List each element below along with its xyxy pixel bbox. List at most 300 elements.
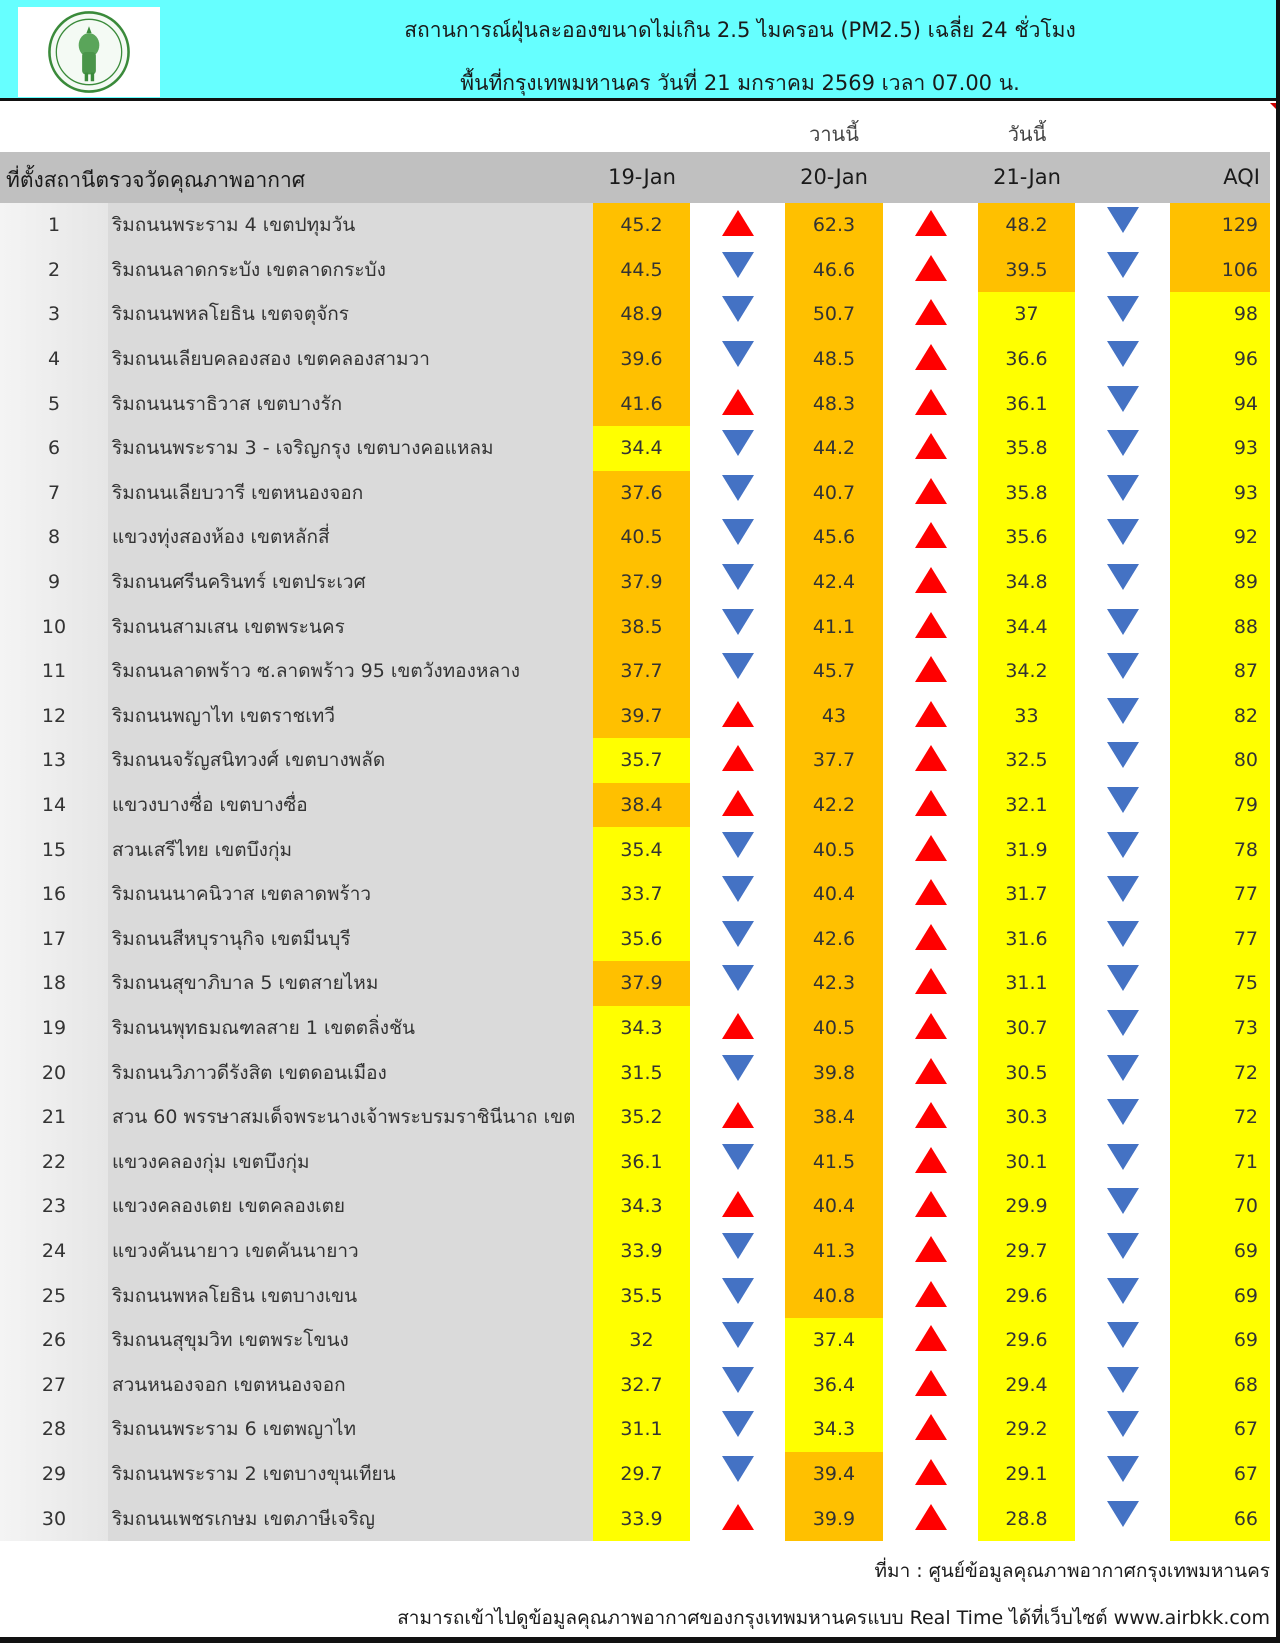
pm25-day1: 37.9 xyxy=(593,560,690,605)
trend-down-icon xyxy=(1107,430,1139,456)
trend-down-icon xyxy=(722,1055,754,1081)
trend-up-icon xyxy=(915,389,947,415)
pm25-day1: 37.7 xyxy=(593,649,690,694)
pm25-day3: 31.1 xyxy=(978,961,1075,1006)
pm25-day2: 40.5 xyxy=(785,827,883,872)
trend-day2 xyxy=(883,1050,978,1095)
trend-up-icon xyxy=(915,790,947,816)
trend-down-icon xyxy=(722,921,754,947)
table-row xyxy=(0,1184,1270,1229)
pm25-day1: 32 xyxy=(593,1318,690,1363)
pm25-day1: 37.6 xyxy=(593,471,690,516)
row-number: 1 xyxy=(0,203,108,248)
pm25-day2: 41.5 xyxy=(785,1139,883,1184)
trend-day3 xyxy=(1075,560,1170,605)
trend-down-icon xyxy=(1107,742,1139,768)
pm25-day2: 48.5 xyxy=(785,337,883,382)
station-name: ริมถนนสามเสน เขตพระนคร xyxy=(108,604,593,649)
trend-up-icon xyxy=(722,701,754,727)
trend-day3 xyxy=(1075,1362,1170,1407)
station-name: แขวงคลองกุ่ม เขตบึงกุ่ม xyxy=(108,1139,593,1184)
trend-down-icon xyxy=(1107,1010,1139,1036)
trend-day1 xyxy=(690,203,785,248)
trend-up-icon xyxy=(915,745,947,771)
trend-day1 xyxy=(690,1273,785,1318)
pm25-day3: 30.1 xyxy=(978,1139,1075,1184)
pm25-day2: 34.3 xyxy=(785,1407,883,1452)
label-yesterday: วานนี้ xyxy=(809,122,859,146)
source-note: ที่มา : ศูนย์ข้อมูลคุณภาพอากาศกรุงเทพมหานคร xyxy=(874,1560,1270,1582)
trend-down-icon xyxy=(722,965,754,991)
aqi-value: 94 xyxy=(1170,381,1270,426)
table-row xyxy=(0,694,1270,739)
label-today: วันนี้ xyxy=(1007,122,1047,146)
trend-up-icon xyxy=(915,1370,947,1396)
trend-day2 xyxy=(883,1318,978,1363)
station-name: สวนเสรีไทย เขตบึงกุ่ม xyxy=(108,827,593,872)
trend-day3 xyxy=(1075,1139,1170,1184)
trend-day1 xyxy=(690,961,785,1006)
trend-down-icon xyxy=(722,475,754,501)
trend-down-icon xyxy=(722,653,754,679)
trend-day3 xyxy=(1075,1273,1170,1318)
pm25-day3: 31.6 xyxy=(978,917,1075,962)
pm25-day3: 29.4 xyxy=(978,1362,1075,1407)
trend-down-icon xyxy=(1107,1501,1139,1527)
pm25-day3: 34.8 xyxy=(978,560,1075,605)
station-name: ริมถนนเพชรเกษม เขตภาษีเจริญ xyxy=(108,1496,593,1541)
trend-day3 xyxy=(1075,1318,1170,1363)
trend-up-icon xyxy=(915,433,947,459)
trend-up-icon xyxy=(915,879,947,905)
trend-up-icon xyxy=(915,1102,947,1128)
pm25-day3: 32.5 xyxy=(978,738,1075,783)
pm25-day3: 29.7 xyxy=(978,1229,1075,1274)
trend-day3 xyxy=(1075,1006,1170,1051)
pm25-day2: 42.3 xyxy=(785,961,883,1006)
pm25-day3: 35.8 xyxy=(978,426,1075,471)
table-row xyxy=(0,1318,1270,1363)
pm25-day2: 40.4 xyxy=(785,1184,883,1229)
pm25-day2: 42.2 xyxy=(785,783,883,828)
trend-day1 xyxy=(690,337,785,382)
trend-down-icon xyxy=(722,519,754,545)
row-number: 10 xyxy=(0,604,108,649)
trend-day1 xyxy=(690,248,785,293)
pm25-day3: 29.1 xyxy=(978,1452,1075,1497)
pm25-day3: 36.6 xyxy=(978,337,1075,382)
trend-down-icon xyxy=(722,341,754,367)
row-number: 23 xyxy=(0,1184,108,1229)
trend-day3 xyxy=(1075,1452,1170,1497)
row-number: 22 xyxy=(0,1139,108,1184)
station-name: ริมถนนวิภาวดีรังสิต เขตดอนเมือง xyxy=(108,1050,593,1095)
trend-day2 xyxy=(883,1006,978,1051)
aqi-value: 82 xyxy=(1170,694,1270,739)
pm25-day1: 31.1 xyxy=(593,1407,690,1452)
pm25-day1: 40.5 xyxy=(593,515,690,560)
trend-down-icon xyxy=(722,1411,754,1437)
aqi-value: 73 xyxy=(1170,1006,1270,1051)
row-number: 13 xyxy=(0,738,108,783)
trend-up-icon xyxy=(915,1281,947,1307)
aqi-value: 67 xyxy=(1170,1407,1270,1452)
trend-down-icon xyxy=(1107,207,1139,233)
pm25-day3: 33 xyxy=(978,694,1075,739)
pm25-day3: 39.5 xyxy=(978,248,1075,293)
pm25-day3: 32.1 xyxy=(978,783,1075,828)
pm25-day2: 40.8 xyxy=(785,1273,883,1318)
trend-down-icon xyxy=(1107,341,1139,367)
aqi-value: 89 xyxy=(1170,560,1270,605)
pm25-day1: 35.7 xyxy=(593,738,690,783)
row-number: 26 xyxy=(0,1318,108,1363)
website-note: สามารถเข้าไปดูข้อมูลคุณภาพอากาศของกรุงเทพมหานครแบบ Real Time ได้ที่เว็บไซต์ www.airbkk.com xyxy=(397,1607,1270,1629)
trend-down-icon xyxy=(722,876,754,902)
pm25-day3: 31.9 xyxy=(978,827,1075,872)
trend-down-icon xyxy=(722,1456,754,1482)
row-number: 29 xyxy=(0,1452,108,1497)
trend-day3 xyxy=(1075,961,1170,1006)
pm25-day1: 34.3 xyxy=(593,1184,690,1229)
trend-day3 xyxy=(1075,917,1170,962)
aqi-value: 80 xyxy=(1170,738,1270,783)
header-aqi: AQI xyxy=(1223,165,1260,189)
table-row xyxy=(0,917,1270,962)
aqi-value: 66 xyxy=(1170,1496,1270,1541)
pm25-day2: 41.3 xyxy=(785,1229,883,1274)
trend-day1 xyxy=(690,738,785,783)
station-name: ริมถนนนาคนิวาส เขตลาดพร้าว xyxy=(108,872,593,917)
trend-up-icon xyxy=(915,567,947,593)
trend-down-icon xyxy=(1107,787,1139,813)
trend-up-icon xyxy=(915,1414,947,1440)
trend-day3 xyxy=(1075,1184,1170,1229)
trend-day2 xyxy=(883,426,978,471)
pm25-day3: 36.1 xyxy=(978,381,1075,426)
bma-logo xyxy=(18,7,160,97)
trend-up-icon xyxy=(722,1191,754,1217)
trend-day1 xyxy=(690,471,785,516)
trend-down-icon xyxy=(1107,698,1139,724)
row-number: 5 xyxy=(0,381,108,426)
pm25-day3: 29.6 xyxy=(978,1273,1075,1318)
trend-down-icon xyxy=(1107,1456,1139,1482)
trend-day2 xyxy=(883,1452,978,1497)
pm25-day1: 35.5 xyxy=(593,1273,690,1318)
header-station: ที่ตั้งสถานีตรวจวัดคุณภาพอากาศ xyxy=(6,168,306,192)
trend-day1 xyxy=(690,560,785,605)
trend-up-icon xyxy=(722,790,754,816)
station-name: ริมถนนเลียบคลองสอง เขตคลองสามวา xyxy=(108,337,593,382)
station-name: ริมถนนลาดกระบัง เขตลาดกระบัง xyxy=(108,248,593,293)
pm25-day1: 37.9 xyxy=(593,961,690,1006)
pm25-day2: 45.7 xyxy=(785,649,883,694)
aqi-value: 69 xyxy=(1170,1229,1270,1274)
trend-day2 xyxy=(883,604,978,649)
bma-seal-icon xyxy=(46,9,132,95)
report-subtitle-date: พื้นที่กรุงเทพมหานคร วันที่ 21 มกราคม 2569 เวลา 07.00 น. xyxy=(460,71,1020,95)
station-name: ริมถนนนราธิวาส เขตบางรัก xyxy=(108,381,593,426)
aqi-value: 96 xyxy=(1170,337,1270,382)
pm25-day1: 45.2 xyxy=(593,203,690,248)
table-row xyxy=(0,1229,1270,1274)
trend-up-icon xyxy=(915,1147,947,1173)
trend-down-icon xyxy=(1107,1055,1139,1081)
trend-day2 xyxy=(883,1139,978,1184)
pm25-day1: 39.7 xyxy=(593,694,690,739)
row-number: 11 xyxy=(0,649,108,694)
trend-day2 xyxy=(883,471,978,516)
table-row xyxy=(0,515,1270,560)
station-name: ริมถนนพญาไท เขตราชเทวี xyxy=(108,694,593,739)
pm25-day2: 45.6 xyxy=(785,515,883,560)
pm25-day1: 33.7 xyxy=(593,872,690,917)
trend-up-icon xyxy=(915,1191,947,1217)
pm25-day3: 29.9 xyxy=(978,1184,1075,1229)
row-number: 18 xyxy=(0,961,108,1006)
pm25-day1: 33.9 xyxy=(593,1229,690,1274)
table-row xyxy=(0,381,1270,426)
trend-day3 xyxy=(1075,604,1170,649)
trend-day1 xyxy=(690,917,785,962)
pm25-day3: 35.6 xyxy=(978,515,1075,560)
trend-day1 xyxy=(690,1095,785,1140)
pm25-day3: 48.2 xyxy=(978,203,1075,248)
station-name: ริมถนนศรีนครินทร์ เขตประเวศ xyxy=(108,560,593,605)
aqi-value: 72 xyxy=(1170,1095,1270,1140)
station-name: แขวงบางซื่อ เขตบางซื่อ xyxy=(108,783,593,828)
table-row xyxy=(0,426,1270,471)
trend-day2 xyxy=(883,1184,978,1229)
pm25-day1: 41.6 xyxy=(593,381,690,426)
station-name: ริมถนนพระราม 6 เขตพญาไท xyxy=(108,1407,593,1452)
trend-up-icon xyxy=(915,701,947,727)
pm25-day1: 35.4 xyxy=(593,827,690,872)
table-row xyxy=(0,961,1270,1006)
table-row xyxy=(0,1050,1270,1095)
aqi-value: 93 xyxy=(1170,426,1270,471)
pm25-day1: 33.9 xyxy=(593,1496,690,1541)
report-header xyxy=(0,0,1280,101)
pm25-day2: 39.8 xyxy=(785,1050,883,1095)
row-number: 9 xyxy=(0,560,108,605)
aqi-value: 92 xyxy=(1170,515,1270,560)
trend-down-icon xyxy=(1107,1188,1139,1214)
trend-down-icon xyxy=(1107,296,1139,322)
table-row xyxy=(0,872,1270,917)
trend-day1 xyxy=(690,1006,785,1051)
trend-up-icon xyxy=(915,835,947,861)
aqi-value: 70 xyxy=(1170,1184,1270,1229)
trend-day2 xyxy=(883,337,978,382)
pm25-day1: 39.6 xyxy=(593,337,690,382)
trend-day3 xyxy=(1075,471,1170,516)
row-number: 3 xyxy=(0,292,108,337)
pm25-day2: 37.4 xyxy=(785,1318,883,1363)
trend-day3 xyxy=(1075,381,1170,426)
trend-up-icon xyxy=(722,1504,754,1530)
trend-down-icon xyxy=(722,252,754,278)
trend-day1 xyxy=(690,1362,785,1407)
trend-day3 xyxy=(1075,292,1170,337)
row-number: 14 xyxy=(0,783,108,828)
row-number: 19 xyxy=(0,1006,108,1051)
trend-up-icon xyxy=(722,210,754,236)
table-row xyxy=(0,471,1270,516)
pm25-day1: 32.7 xyxy=(593,1362,690,1407)
aqi-value: 67 xyxy=(1170,1452,1270,1497)
right-border xyxy=(1276,0,1280,1643)
row-number: 4 xyxy=(0,337,108,382)
pm25-day3: 30.7 xyxy=(978,1006,1075,1051)
trend-down-icon xyxy=(1107,564,1139,590)
trend-day1 xyxy=(690,1407,785,1452)
table-row xyxy=(0,1139,1270,1184)
pm25-day1: 48.9 xyxy=(593,292,690,337)
pm25-day1: 38.4 xyxy=(593,783,690,828)
pm25-day2: 39.9 xyxy=(785,1496,883,1541)
trend-day1 xyxy=(690,426,785,471)
trend-down-icon xyxy=(722,564,754,590)
trend-up-icon xyxy=(915,255,947,281)
pm25-day2: 38.4 xyxy=(785,1095,883,1140)
aqi-value: 93 xyxy=(1170,471,1270,516)
pm25-day2: 41.1 xyxy=(785,604,883,649)
pm25-day3: 30.3 xyxy=(978,1095,1075,1140)
trend-day2 xyxy=(883,1273,978,1318)
table-row xyxy=(0,337,1270,382)
trend-up-icon xyxy=(915,299,947,325)
table-row xyxy=(0,560,1270,605)
trend-day1 xyxy=(690,872,785,917)
trend-day2 xyxy=(883,1407,978,1452)
row-number: 20 xyxy=(0,1050,108,1095)
pm25-day2: 36.4 xyxy=(785,1362,883,1407)
pm25-day1: 38.5 xyxy=(593,604,690,649)
trend-up-icon xyxy=(915,612,947,638)
trend-down-icon xyxy=(1107,386,1139,412)
pm25-day2: 40.7 xyxy=(785,471,883,516)
table-row xyxy=(0,827,1270,872)
pm25-day2: 37.7 xyxy=(785,738,883,783)
trend-down-icon xyxy=(722,430,754,456)
aqi-value: 77 xyxy=(1170,872,1270,917)
trend-day1 xyxy=(690,1229,785,1274)
trend-day1 xyxy=(690,515,785,560)
row-number: 21 xyxy=(0,1095,108,1140)
trend-day2 xyxy=(883,381,978,426)
trend-day2 xyxy=(883,649,978,694)
trend-up-icon xyxy=(915,1325,947,1351)
trend-day3 xyxy=(1075,337,1170,382)
bottom-border xyxy=(0,1637,1280,1643)
trend-day3 xyxy=(1075,649,1170,694)
trend-up-icon xyxy=(915,968,947,994)
trend-day3 xyxy=(1075,1229,1170,1274)
pm25-day2: 40.5 xyxy=(785,1006,883,1051)
pm25-day2: 40.4 xyxy=(785,872,883,917)
trend-day1 xyxy=(690,827,785,872)
trend-day2 xyxy=(883,872,978,917)
trend-up-icon xyxy=(915,924,947,950)
trend-day1 xyxy=(690,1318,785,1363)
trend-day2 xyxy=(883,827,978,872)
station-name: สวนหนองจอก เขตหนองจอก xyxy=(108,1362,593,1407)
trend-day2 xyxy=(883,961,978,1006)
trend-up-icon xyxy=(915,1504,947,1530)
trend-up-icon xyxy=(722,1013,754,1039)
trend-down-icon xyxy=(1107,1099,1139,1125)
row-number: 12 xyxy=(0,694,108,739)
table-row xyxy=(0,1362,1270,1407)
pm25-day1: 44.5 xyxy=(593,248,690,293)
pm25-day2: 50.7 xyxy=(785,292,883,337)
trend-up-icon xyxy=(915,656,947,682)
trend-down-icon xyxy=(1107,252,1139,278)
row-number: 16 xyxy=(0,872,108,917)
aqi-value: 106 xyxy=(1170,248,1270,293)
pm25-day1: 35.6 xyxy=(593,917,690,962)
trend-down-icon xyxy=(722,1278,754,1304)
trend-down-icon xyxy=(722,609,754,635)
pm25-day1: 34.4 xyxy=(593,426,690,471)
trend-day1 xyxy=(690,783,785,828)
trend-day2 xyxy=(883,203,978,248)
trend-day3 xyxy=(1075,248,1170,293)
trend-day1 xyxy=(690,649,785,694)
table-row xyxy=(0,738,1270,783)
row-number: 15 xyxy=(0,827,108,872)
station-name: ริมถนนพหลโยธิน เขตจตุจักร xyxy=(108,292,593,337)
trend-day3 xyxy=(1075,827,1170,872)
table-row xyxy=(0,1407,1270,1452)
trend-down-icon xyxy=(1107,519,1139,545)
row-number: 27 xyxy=(0,1362,108,1407)
pm25-day3: 30.5 xyxy=(978,1050,1075,1095)
table-row xyxy=(0,1095,1270,1140)
trend-day3 xyxy=(1075,1050,1170,1095)
table-row xyxy=(0,783,1270,828)
trend-day2 xyxy=(883,560,978,605)
aqi-value: 79 xyxy=(1170,783,1270,828)
trend-up-icon xyxy=(915,1459,947,1485)
trend-day3 xyxy=(1075,426,1170,471)
trend-down-icon xyxy=(1107,921,1139,947)
aqi-value: 68 xyxy=(1170,1362,1270,1407)
table-row xyxy=(0,1452,1270,1497)
row-number: 28 xyxy=(0,1407,108,1452)
trend-up-icon xyxy=(915,1236,947,1262)
trend-down-icon xyxy=(1107,1278,1139,1304)
trend-down-icon xyxy=(1107,876,1139,902)
table-row xyxy=(0,1496,1270,1541)
header-date-3: 21-Jan xyxy=(993,165,1061,189)
trend-day2 xyxy=(883,292,978,337)
trend-up-icon xyxy=(722,1102,754,1128)
table-row xyxy=(0,1273,1270,1318)
station-name: ริมถนนสุขาภิบาล 5 เขตสายไหม xyxy=(108,961,593,1006)
trend-down-icon xyxy=(1107,1367,1139,1393)
station-name: สวน 60 พรรษาสมเด็จพระนางเจ้าพระบรมราชินีนาถ เขต xyxy=(108,1095,593,1140)
trend-down-icon xyxy=(1107,832,1139,858)
aqi-value: 69 xyxy=(1170,1318,1270,1363)
trend-day1 xyxy=(690,694,785,739)
trend-day1 xyxy=(690,381,785,426)
pm25-day1: 36.1 xyxy=(593,1139,690,1184)
trend-down-icon xyxy=(722,1367,754,1393)
trend-day3 xyxy=(1075,515,1170,560)
